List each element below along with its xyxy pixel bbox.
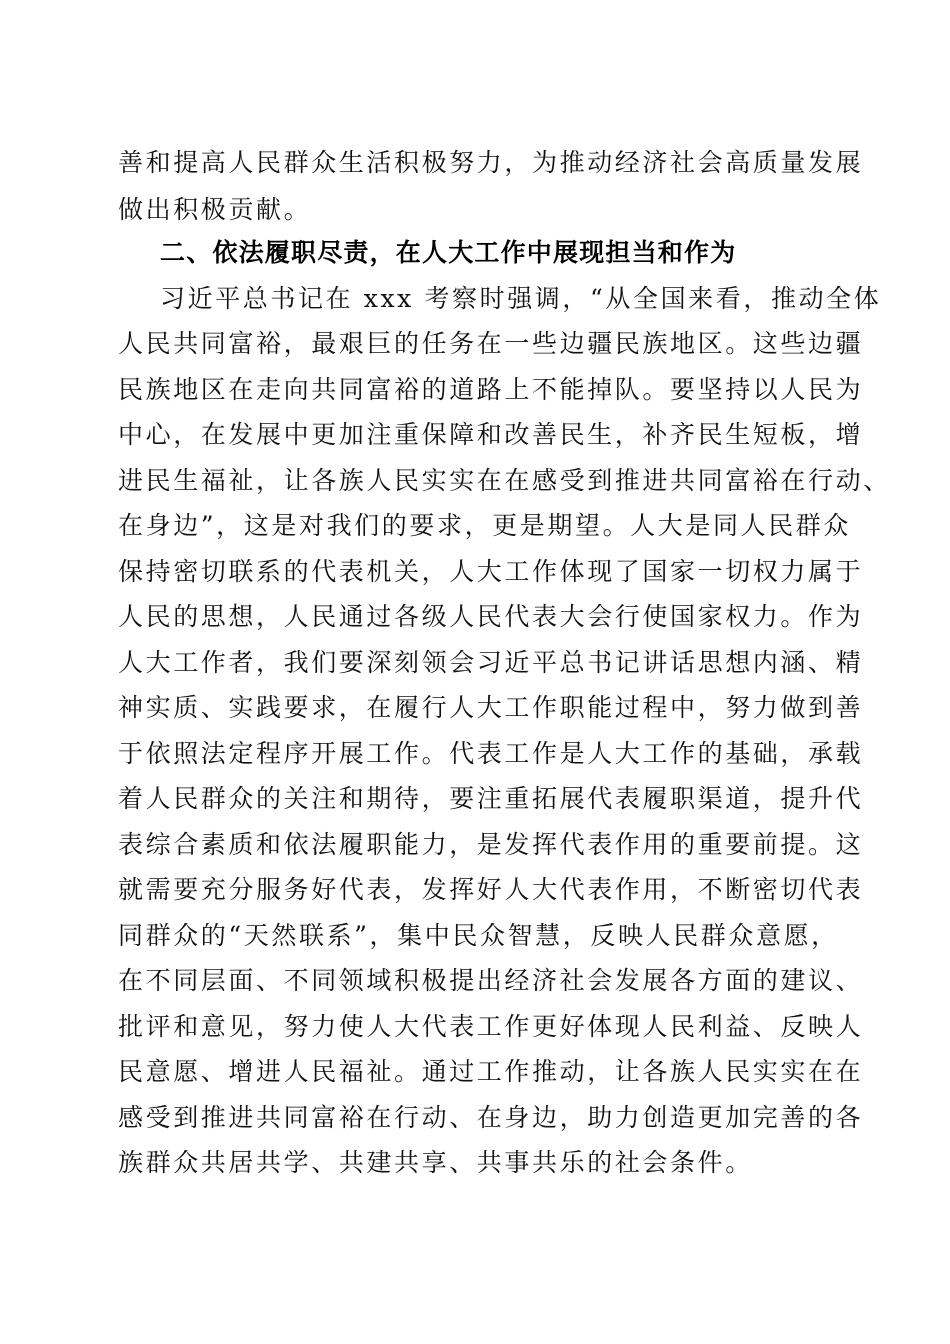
paragraph-line: 习近平总书记在 xxx 考察时强调，“从全国来看，推动全体 [160, 284, 882, 313]
paragraph-line: 着人民群众的关注和期待，要注重拓展代表履职渠道，提升代 [118, 784, 864, 813]
paragraph-line: 于依照法定程序开展工作。代表工作是人大工作的基础，承载 [118, 739, 864, 768]
paragraph-line: 就需要充分服务好代表，发挥好人大代表作用，不断密切代表 [118, 875, 864, 904]
paragraph-line: 人民共同富裕，最艰巨的任务在一些边疆民族地区。这些边疆 [118, 329, 864, 358]
paragraph-line: 批评和意见，努力使人大代表工作更好体现人民利益、反映人 [118, 1012, 864, 1041]
paragraph-line: 神实质、实践要求，在履行人大工作职能过程中，努力做到善 [118, 693, 864, 722]
paragraph-line: 民意愿、增进人民福祉。通过工作推动，让各族人民实实在在 [118, 1057, 864, 1086]
paragraph-line: 中心，在发展中更加注重保障和改善民生，补齐民生短板，增 [118, 420, 864, 449]
paragraph-line: 人民的思想，人民通过各级人民代表大会行使国家权力。作为 [118, 602, 864, 631]
paragraph-line: 民族地区在走向共同富裕的道路上不能掉队。要坚持以人民为 [118, 375, 864, 404]
paragraph-line: 族群众共居共学、共建共享、共事共乐的社会条件。 [118, 1148, 753, 1177]
paragraph-line: 在不同层面、不同领域积极提出经济社会发展各方面的建议、 [118, 966, 864, 995]
paragraph-line: 善和提高人民群众生活积极努力，为推动经济社会高质量发展 [118, 148, 864, 177]
paragraph-line: 人大工作者，我们要深刻领会习近平总书记讲话思想内涵、精 [118, 648, 864, 677]
paragraph-line: 在身边”，这是对我们的要求，更是期望。人大是同人民群众 [118, 511, 851, 540]
paragraph-line: 进民生福祉，让各族人民实实在在感受到推进共同富裕在行动、 [118, 466, 891, 495]
paragraph-line: 保持密切联系的代表机关，人大工作体现了国家一切权力属于 [118, 557, 864, 586]
paragraph-line: 同群众的“天然联系”，集中民众智慧，反映人民群众意愿， [118, 921, 839, 950]
section-heading: 二、依法履职尽责，在人大工作中展现担当和作为 [160, 238, 737, 267]
paragraph-line: 表综合素质和依法履职能力，是发挥代表作用的重要前提。这 [118, 830, 864, 859]
paragraph-line: 感受到推进共同富裕在行动、在身边，助力创造更加完善的各 [118, 1103, 864, 1132]
paragraph-line: 做出积极贡献。 [118, 195, 312, 224]
